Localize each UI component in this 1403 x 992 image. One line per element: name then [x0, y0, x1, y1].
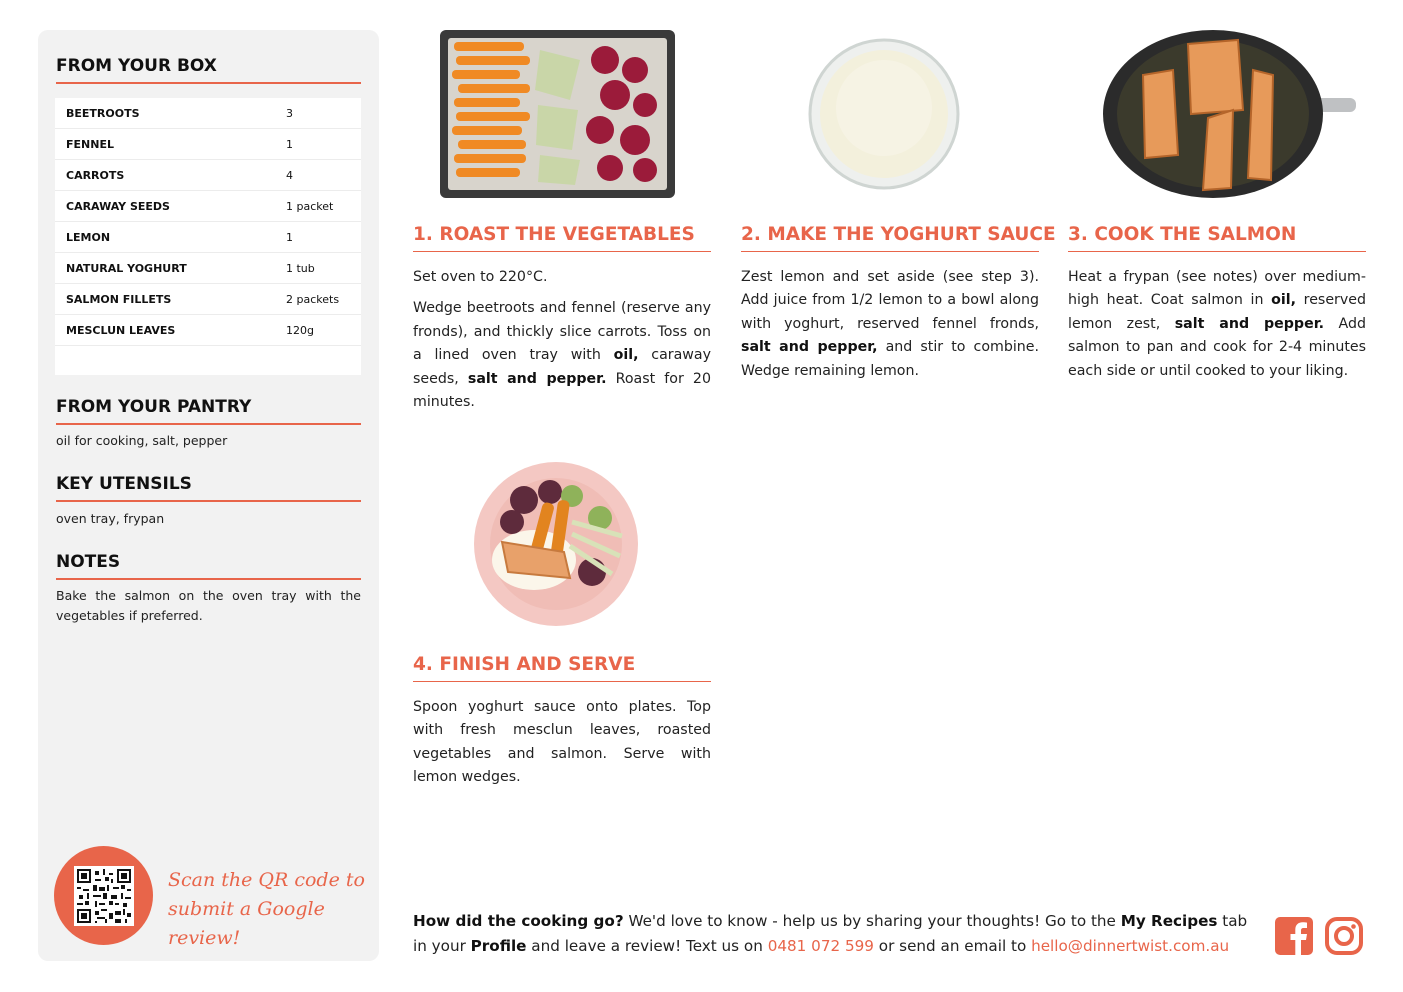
step-3-p: [1068, 266, 1366, 383]
ingredient-row: [55, 98, 361, 129]
ingredient-qty: 120g: [286, 323, 314, 337]
step-1-title: 1. ROAST THE VEGETABLES: [413, 224, 711, 252]
footer-text-4: or send an email to: [873, 937, 1032, 955]
step-2-text-a: Zest lemon and set aside (see step 3). Add juice from 1/2 lemon to a bowl along with yoghurt, reserved fennel fronds,: [741, 269, 1039, 332]
pantry-heading: FROM YOUR PANTRY: [56, 397, 361, 425]
ingredient-name: SALMON FILLETS: [66, 292, 172, 306]
step-1-text-a: Wedge beetroots and fennel (reserve any fronds), and thickly slice carrots. Toss on a lined oven tray with: [413, 300, 711, 364]
ingredient-qty: 1: [286, 230, 293, 244]
qr-badge[interactable]: [54, 846, 153, 945]
step-1-text-d: Roast for 20 minutes.: [413, 370, 711, 411]
salmon-pan-image: [1103, 30, 1358, 198]
ingredient-row: [55, 284, 361, 315]
ingredient-name: BEETROOTS: [66, 106, 140, 120]
step-2-salt-pepper: salt and pepper,: [741, 339, 878, 356]
ingredient-name: CARROTS: [66, 168, 125, 182]
ingredients-table: [55, 98, 361, 375]
step-4-p: Spoon yoghurt sauce onto plates. Top with fresh mesclun leaves, roasted vegetables and salmon. Serve with lemon wedges.: [413, 699, 711, 786]
step-3-text-d: Add salmon to pan and cook for 2-4 minutes each side or until cooked to your liking.: [1068, 315, 1366, 379]
step-1-salt-pepper: salt and pepper.: [467, 370, 607, 387]
qr-text-line2: submit a Google review!: [168, 898, 325, 949]
notes-text: Bake the salmon on the oven tray with the vegetables if preferred.: [56, 588, 361, 623]
step-2-body: [741, 266, 1039, 391]
facebook-icon[interactable]: [1275, 917, 1313, 955]
step-1-p2: [413, 297, 711, 414]
yoghurt-sauce-image: [808, 38, 960, 190]
ingredient-row: [55, 191, 361, 222]
ingredient-row: [55, 222, 361, 253]
step-1-p1: Set oven to 220°C.: [413, 269, 548, 285]
review-footer: [413, 909, 1263, 959]
footer-phone-link[interactable]: 0481 072 599: [767, 937, 874, 955]
roasted-vegetables-image: [440, 30, 675, 198]
step-3-oil: oil,: [1271, 292, 1296, 309]
step-1-text-c: caraway seeds,: [413, 347, 711, 387]
qr-review-text: [168, 866, 368, 953]
ingredient-name: NATURAL YOGHURT: [66, 261, 187, 275]
step-2-title: 2. MAKE THE YOGHURT SAUCE: [741, 224, 1039, 252]
ingredient-row: [55, 129, 361, 160]
plated-dish-image: [472, 460, 640, 628]
step-3-text-c: reserved lemon zest,: [1068, 292, 1367, 332]
footer-profile: Profile: [470, 937, 527, 955]
ingredient-qty: 4: [286, 168, 293, 182]
footer-text-3: and leave a review! Text us on: [526, 937, 768, 955]
instagram-icon[interactable]: [1325, 917, 1363, 955]
notes-heading: NOTES: [56, 552, 361, 580]
ingredient-qty: 1 packet: [286, 199, 334, 213]
step-1-oil: oil,: [613, 347, 639, 364]
ingredient-row: [55, 160, 361, 191]
step-2-p: [741, 266, 1039, 383]
ingredient-name: FENNEL: [66, 137, 114, 151]
footer-text-2: tab in your: [413, 912, 1248, 955]
step-4-title: 4. FINISH AND SERVE: [413, 654, 711, 682]
ingredient-name: MESCLUN LEAVES: [66, 323, 176, 337]
footer-email-link[interactable]: hello@dinnertwist.com.au: [1031, 937, 1230, 955]
step-3-salt-pepper: salt and pepper.: [1174, 315, 1325, 332]
footer-text-1: We'd love to know - help us by sharing your thoughts! Go to the: [623, 912, 1121, 930]
step-4-body: [413, 696, 711, 798]
box-heading: FROM YOUR BOX: [56, 56, 361, 84]
ingredient-qty: 1: [286, 137, 293, 151]
ingredient-qty: 3: [286, 106, 293, 120]
step-3-body: [1068, 266, 1366, 391]
step-3-text-a: Heat a frypan (see notes) over medium-high heat. Coat salmon in: [1068, 269, 1366, 309]
footer-my-recipes: My Recipes: [1120, 912, 1218, 930]
utensils-text: oven tray, frypan: [56, 511, 165, 526]
ingredient-name: LEMON: [66, 230, 111, 244]
ingredient-qty: 2 packets: [286, 292, 340, 306]
step-1-body: [413, 266, 711, 422]
qr-code-icon: [74, 866, 134, 926]
qr-text-line1: Scan the QR code to: [168, 869, 365, 891]
sidebar: [38, 30, 379, 961]
ingredient-name: CARAWAY SEEDS: [66, 199, 170, 213]
pantry-text: oil for cooking, salt, pepper: [56, 433, 228, 448]
footer-question: How did the cooking go?: [413, 912, 624, 930]
step-3-title: 3. COOK THE SALMON: [1068, 224, 1366, 252]
ingredient-row: [55, 315, 361, 346]
ingredient-row: [55, 253, 361, 284]
utensils-heading: KEY UTENSILS: [56, 474, 361, 502]
step-2-text-c: and stir to combine. Wedge remaining lemon.: [741, 339, 1039, 379]
ingredient-qty: 1 tub: [286, 261, 315, 275]
